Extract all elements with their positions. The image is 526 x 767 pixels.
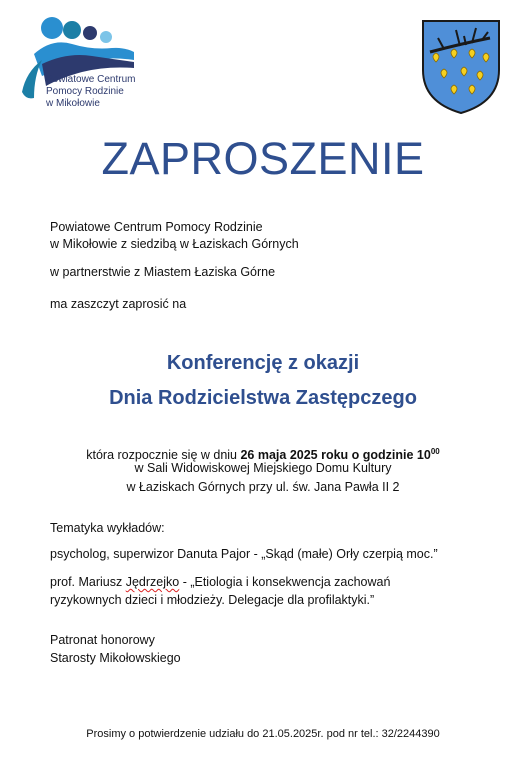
invite-line: ma zaszczyt zaprosić na — [50, 297, 187, 311]
intro-line1: Powiatowe Centrum Pomocy Rodzinie — [50, 220, 263, 234]
topics-header: Tematyka wykładów: — [50, 521, 165, 535]
topic-item-2 — [50, 574, 390, 591]
details-line2: w Sali Widowiskowej Miejskiego Domu Kultury — [134, 461, 392, 475]
partner-line: w partnerstwie z Miastem Łaziska Górne — [50, 265, 276, 279]
coat-of-arms — [420, 18, 502, 116]
coat-of-arms-icon — [420, 18, 502, 116]
details-time-minutes: 00 — [430, 447, 440, 456]
footer-rsvp: Prosimy o potwierdzenie udziału do 21.05.2025r. pod nr tel.: 32/2244390 — [86, 728, 440, 740]
patronage-line1: Patronat honorowy — [50, 633, 155, 647]
patronage-line2: Starosty Mikołowskiego — [50, 651, 181, 665]
topic-item-1: psycholog, superwizor Danuta Pajor - „Skąd (małe) Orły czerpią moc.” — [50, 547, 438, 561]
logo-text-line1: Powiatowe Centrum — [46, 74, 136, 85]
conference-title-line2: Dnia Rodzicielstwa Zastępczego — [109, 387, 417, 409]
topic-item-2-rest: - „Etiologia i konsekwencja zachowań — [179, 575, 391, 589]
page-title: ZAPROSZENIE — [101, 133, 425, 184]
logo-text-line2: Pomocy Rodzinie — [46, 86, 124, 97]
details-date-time: 26 maja 2025 roku o godzinie 10 — [240, 448, 431, 463]
pcpr-logo — [12, 14, 142, 114]
details-date-prefix: która rozpocznie się w dniu — [86, 448, 241, 463]
intro-line2: w Mikołowie z siedzibą w Łaziskach Górnych — [50, 237, 299, 251]
logo-text-line3: w Mikołowie — [46, 98, 100, 109]
topic-item-2-line2: ryzykownych dzieci i młodzieży. Delegacje dla profilaktyki.” — [50, 593, 375, 607]
details-line3: w Łaziskach Górnych przy ul. św. Jana Pawła II 2 — [126, 480, 400, 494]
topic-item-2-prefix: prof. Mariusz — [50, 575, 126, 589]
conference-title-line1: Konferencję z okazji — [166, 352, 360, 374]
topic-item-2-name: Jędrzejko — [125, 575, 180, 589]
